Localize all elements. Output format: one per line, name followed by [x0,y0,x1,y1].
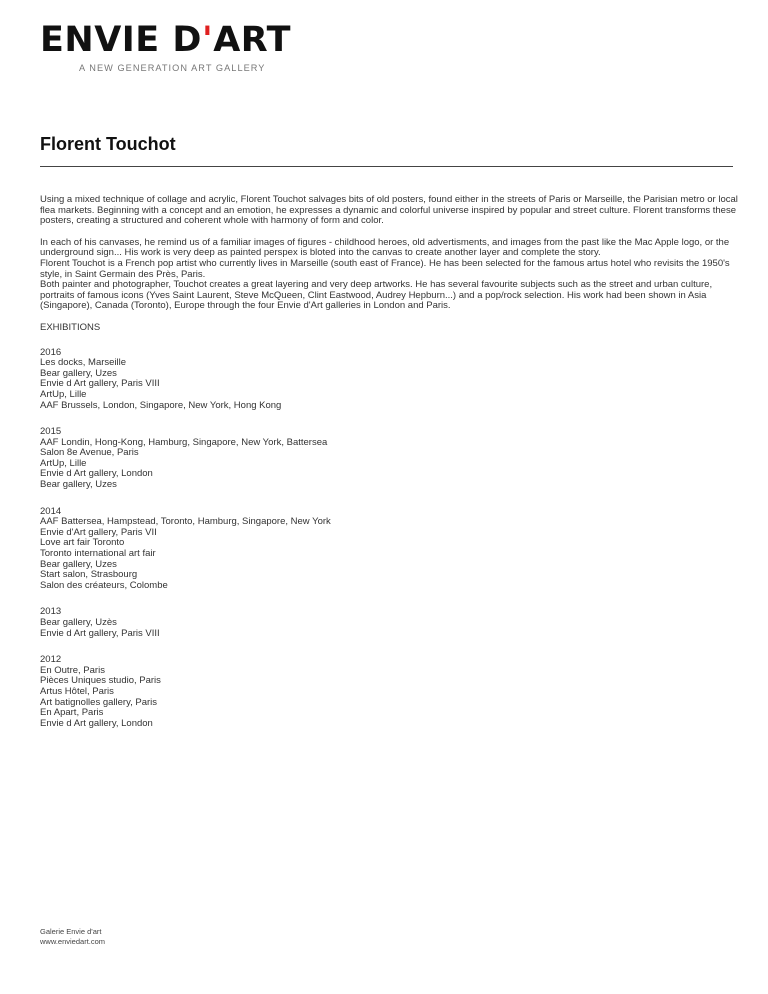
exhibition-item: Envie d Art gallery, London [40,468,153,480]
exhibition-item: Salon 8e Avenue, Paris [40,447,139,459]
exhibition-item: Bear gallery, Uzès [40,617,117,628]
exhibition-item: Envie d Art gallery, London [40,717,153,729]
exhibition-year-label: 2015 [40,426,62,438]
bio-paragraph-1: Using a mixed technique of collage and acrylic, Florent Touchot salvages bits of old posters, found either in the streets of Paris or Marseille, the Parisian metro or local flea markets. Beginning with a concept and an emotion, he expresses a dynamic and colorful universe inspired by popular and street culture. Florent transforms these posters, creating a structured and coherent whole with harmony of form and color. [40,194,738,227]
exhibition-year-label: 2012 [40,654,62,666]
bio-line: In each of his canvases, he remind us of a familiar images of figures - childhood heroes, old advertisments, and images from the past like the Mac Apple logo, or the underground sign... His work is very deep as painted perspex is bloted into the canvas to create another layer and complete the story. [40,236,730,259]
exhibition-year-2016 [40,348,740,412]
exhibition-item: ArtUp, Lille [40,457,87,469]
exhibition-year-label: 2014 [40,505,62,517]
exhibition-item: Bear gallery, Uzes [40,367,117,379]
document-body [40,195,740,745]
logo-apostrophe: ' [201,20,214,60]
gallery-logo [40,22,291,58]
exhibition-item: AAF Brussels, London, Singapore, New York, Hong Kong [40,399,282,411]
exhibition-item: Bear gallery, Uzes [40,558,117,570]
exhibition-item: AAF Battersea, Hampstead, Toronto, Hamburg, Singapore, New York [40,516,331,528]
exhibition-item: Love art fair Toronto [40,537,125,549]
exhibition-item: Pièces Uniques studio, Paris [40,675,161,687]
exhibition-year-2012 [40,655,740,729]
footer-gallery-name: Galerie Envie d'art [40,927,102,936]
exhibition-item: Art batignolles gallery, Paris [40,696,158,708]
logo-text-main: ENVIE D [40,20,202,60]
exhibitions-heading: EXHIBITIONS [40,321,101,333]
exhibition-item: Envie d Art gallery, Paris VIII [40,378,160,390]
bio-paragraph-2 [40,238,740,312]
logo-text-end: ART [213,20,292,60]
bio-line: Both painter and photographer, Touchot creates a great layering and very deep artworks. He has several favourite subjects such as the street and urban culture, portraits of famous icons (Yves Saint Laurent, Steve McQueen, Clint Eastwood, Audrey Hepburn...) and a pop/rock selection. His work had been shown in Asia (Singapore), Canada (Toronto), Europe through the four Envie d'Art galleries in London and Paris. [40,279,713,312]
exhibition-year-2015 [40,427,740,491]
exhibition-item: Envie d Art gallery, Paris VIII [40,627,160,639]
exhibition-item: Bear gallery, Uzes [40,479,117,491]
artist-name: Florent Touchot [40,134,176,154]
footer-website: www.enviedart.com [40,937,106,946]
gallery-tagline: A NEW GENERATION ART GALLERY [79,63,266,73]
exhibition-item: ArtUp, Lille [40,388,87,400]
exhibition-year-2013 [40,607,740,639]
exhibition-item: Artus Hôtel, Paris [40,685,114,697]
exhibition-item: Toronto international art fair [40,548,156,560]
bio-line: Florent Touchot is a French pop artist who currently lives in Marseille (south east of France). He has been selected for the famous artus hotel who revisits the 1950's style, in Saint Germain des Près, Paris. [40,257,730,280]
exhibition-item: En Apart, Paris [40,707,104,719]
exhibition-item: En Outre, Paris [40,664,105,676]
exhibition-item: Envie d'Art gallery, Paris VII [40,526,157,538]
exhibitions-list [40,348,740,730]
exhibition-year-label: 2013 [40,606,62,618]
exhibition-item: AAF Londin, Hong-Kong, Hamburg, Singapore, New York, Battersea [40,436,328,448]
exhibition-item: Start salon, Strasbourg [40,569,138,581]
exhibition-year-2014 [40,507,740,592]
exhibition-year-label: 2016 [40,346,62,358]
exhibition-item: Les docks, Marseille [40,357,127,369]
exhibition-item: Salon des créateurs, Colombe [40,579,168,591]
page-footer [40,927,105,947]
title-divider [40,166,733,167]
